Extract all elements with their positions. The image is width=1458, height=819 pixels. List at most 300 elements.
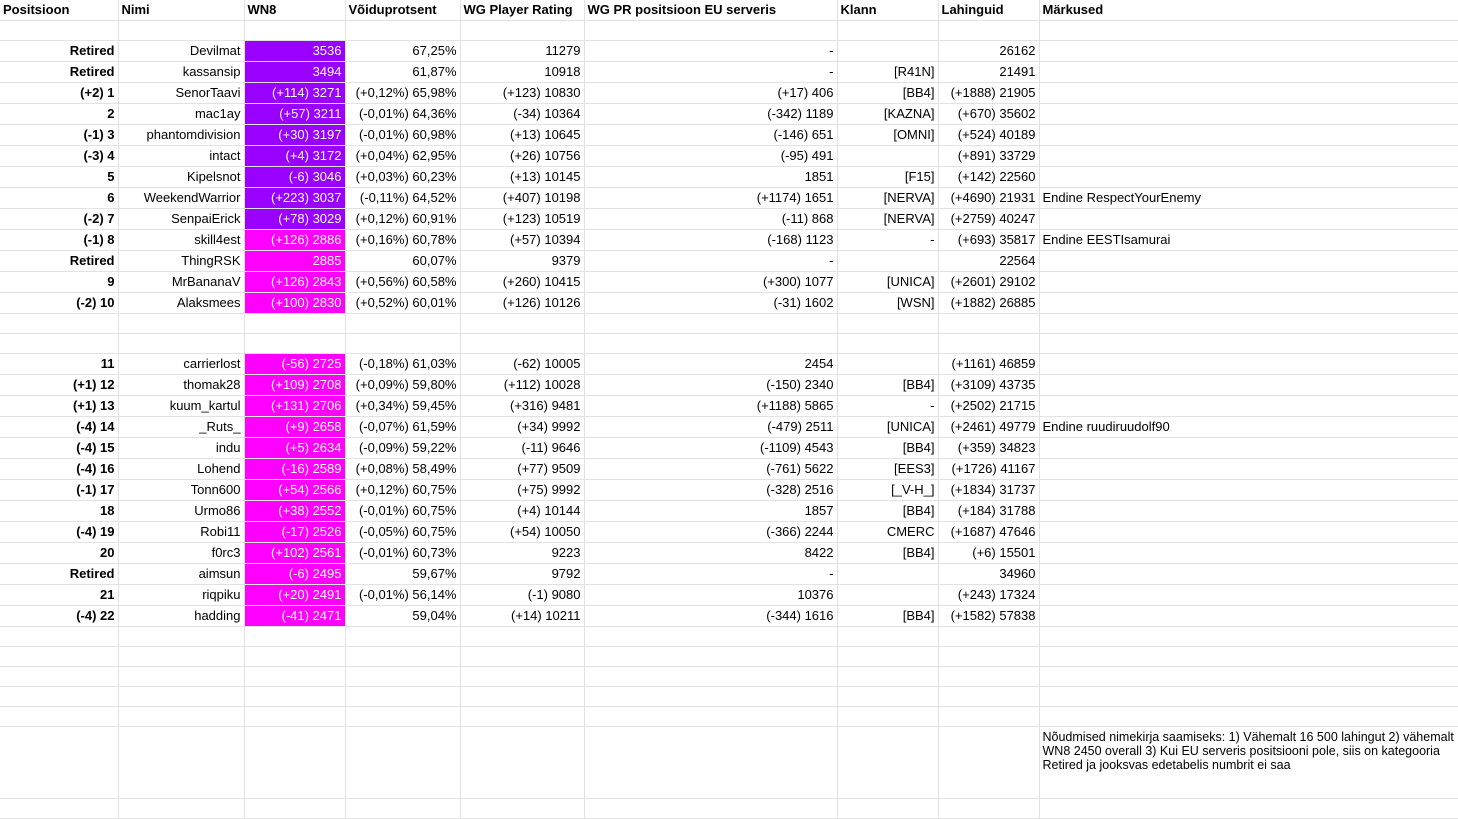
winrate-cell[interactable]: (+0,09%) 59,80% [345, 375, 460, 396]
wn8-cell[interactable]: (-41) 2471 [244, 606, 345, 627]
empty-cell[interactable] [1039, 627, 1458, 647]
winrate-cell[interactable]: (-0,05%) 60,75% [345, 522, 460, 543]
player-rating-cell[interactable]: 11279 [460, 41, 584, 62]
eu-position-cell[interactable]: (-328) 2516 [584, 480, 837, 501]
empty-cell[interactable] [837, 799, 938, 819]
empty-cell[interactable] [584, 627, 837, 647]
clan-cell[interactable] [837, 564, 938, 585]
empty-cell[interactable] [837, 314, 938, 334]
eu-position-cell[interactable]: 2454 [584, 354, 837, 375]
position-cell[interactable]: (-4) 19 [0, 522, 118, 543]
battles-cell[interactable]: (+4690) 21931 [938, 188, 1039, 209]
empty-cell[interactable] [837, 21, 938, 41]
empty-cell[interactable] [584, 667, 837, 687]
eu-position-cell[interactable]: (-11) 868 [584, 209, 837, 230]
eu-position-cell[interactable]: (-168) 1123 [584, 230, 837, 251]
empty-cell[interactable] [1039, 647, 1458, 667]
empty-cell[interactable] [0, 627, 118, 647]
battles-cell[interactable]: (+6) 15501 [938, 543, 1039, 564]
clan-cell[interactable]: [_V-H_] [837, 480, 938, 501]
position-cell[interactable]: (-3) 4 [0, 146, 118, 167]
battles-cell[interactable]: (+670) 35602 [938, 104, 1039, 125]
empty-cell[interactable] [837, 727, 938, 799]
eu-position-cell[interactable]: 10376 [584, 585, 837, 606]
wn8-cell[interactable]: 3494 [244, 62, 345, 83]
note-cell[interactable] [1039, 564, 1458, 585]
header-cell[interactable]: WG Player Rating [460, 0, 584, 21]
empty-cell[interactable] [938, 314, 1039, 334]
position-cell[interactable]: (+2) 1 [0, 83, 118, 104]
winrate-cell[interactable]: (+0,16%) 60,78% [345, 230, 460, 251]
winrate-cell[interactable]: (+0,34%) 59,45% [345, 396, 460, 417]
empty-cell[interactable] [460, 647, 584, 667]
note-cell[interactable]: Endine EESTIsamurai [1039, 230, 1458, 251]
empty-cell[interactable] [938, 707, 1039, 727]
player-rating-cell[interactable]: (-34) 10364 [460, 104, 584, 125]
empty-cell[interactable] [244, 727, 345, 799]
wn8-cell[interactable]: (-56) 2725 [244, 354, 345, 375]
wn8-cell[interactable]: (-6) 2495 [244, 564, 345, 585]
empty-cell[interactable] [244, 647, 345, 667]
clan-cell[interactable]: [BB4] [837, 375, 938, 396]
note-cell[interactable] [1039, 480, 1458, 501]
player-rating-cell[interactable]: (+112) 10028 [460, 375, 584, 396]
position-cell[interactable]: (-1) 8 [0, 230, 118, 251]
header-cell[interactable]: WG PR positsioon EU serveris [584, 0, 837, 21]
clan-cell[interactable]: [UNICA] [837, 272, 938, 293]
empty-cell[interactable] [460, 667, 584, 687]
empty-cell[interactable] [460, 334, 584, 354]
empty-cell[interactable] [938, 727, 1039, 799]
name-cell[interactable]: WeekendWarrior [118, 188, 244, 209]
header-cell[interactable]: Märkused [1039, 0, 1458, 21]
empty-cell[interactable] [0, 687, 118, 707]
empty-cell[interactable] [1039, 687, 1458, 707]
position-cell[interactable]: Retired [0, 564, 118, 585]
header-cell[interactable]: Lahinguid [938, 0, 1039, 21]
empty-cell[interactable] [1039, 707, 1458, 727]
eu-position-cell[interactable]: - [584, 251, 837, 272]
player-rating-cell[interactable]: (+316) 9481 [460, 396, 584, 417]
battles-cell[interactable]: (+3109) 43735 [938, 375, 1039, 396]
position-cell[interactable]: Retired [0, 62, 118, 83]
winrate-cell[interactable]: (-0,09%) 59,22% [345, 438, 460, 459]
player-rating-cell[interactable]: (+13) 10145 [460, 167, 584, 188]
name-cell[interactable]: intact [118, 146, 244, 167]
battles-cell[interactable]: (+1888) 21905 [938, 83, 1039, 104]
position-cell[interactable]: 5 [0, 167, 118, 188]
note-cell[interactable] [1039, 375, 1458, 396]
clan-cell[interactable]: CMERC [837, 522, 938, 543]
empty-cell[interactable] [0, 314, 118, 334]
position-cell[interactable]: Retired [0, 41, 118, 62]
clan-cell[interactable]: - [837, 396, 938, 417]
empty-cell[interactable] [460, 687, 584, 707]
battles-cell[interactable]: 22564 [938, 251, 1039, 272]
empty-cell[interactable] [1039, 334, 1458, 354]
wn8-cell[interactable]: (+57) 3211 [244, 104, 345, 125]
clan-cell[interactable] [837, 41, 938, 62]
eu-position-cell[interactable]: 8422 [584, 543, 837, 564]
wn8-cell[interactable]: (+100) 2830 [244, 293, 345, 314]
position-cell[interactable]: (-4) 14 [0, 417, 118, 438]
name-cell[interactable]: ThingRSK [118, 251, 244, 272]
player-rating-cell[interactable]: (+26) 10756 [460, 146, 584, 167]
eu-position-cell[interactable]: (-761) 5622 [584, 459, 837, 480]
header-cell[interactable]: Klann [837, 0, 938, 21]
name-cell[interactable]: _Ruts_ [118, 417, 244, 438]
winrate-cell[interactable]: (-0,01%) 60,73% [345, 543, 460, 564]
eu-position-cell[interactable]: (-342) 1189 [584, 104, 837, 125]
note-cell[interactable] [1039, 41, 1458, 62]
name-cell[interactable]: skill4est [118, 230, 244, 251]
wn8-cell[interactable]: (-17) 2526 [244, 522, 345, 543]
clan-cell[interactable]: [OMNI] [837, 125, 938, 146]
empty-cell[interactable] [837, 627, 938, 647]
clan-cell[interactable]: [BB4] [837, 501, 938, 522]
empty-cell[interactable] [345, 21, 460, 41]
empty-cell[interactable] [938, 334, 1039, 354]
empty-cell[interactable] [244, 799, 345, 819]
clan-cell[interactable] [837, 251, 938, 272]
eu-position-cell[interactable]: 1851 [584, 167, 837, 188]
note-cell[interactable] [1039, 354, 1458, 375]
position-cell[interactable]: (-4) 15 [0, 438, 118, 459]
player-rating-cell[interactable]: (+123) 10519 [460, 209, 584, 230]
note-cell[interactable] [1039, 146, 1458, 167]
winrate-cell[interactable]: (+0,12%) 65,98% [345, 83, 460, 104]
empty-cell[interactable] [0, 667, 118, 687]
empty-cell[interactable] [118, 707, 244, 727]
battles-cell[interactable]: (+2502) 21715 [938, 396, 1039, 417]
battles-cell[interactable]: 34960 [938, 564, 1039, 585]
wn8-cell[interactable]: (-16) 2589 [244, 459, 345, 480]
position-cell[interactable]: (-1) 3 [0, 125, 118, 146]
empty-cell[interactable] [244, 627, 345, 647]
wn8-cell[interactable]: (+126) 2843 [244, 272, 345, 293]
wn8-cell[interactable]: (+131) 2706 [244, 396, 345, 417]
note-cell[interactable] [1039, 62, 1458, 83]
name-cell[interactable]: carrierlost [118, 354, 244, 375]
player-rating-cell[interactable]: (+54) 10050 [460, 522, 584, 543]
empty-cell[interactable] [244, 667, 345, 687]
empty-cell[interactable] [1039, 799, 1458, 819]
empty-cell[interactable] [345, 647, 460, 667]
winrate-cell[interactable]: (+0,12%) 60,91% [345, 209, 460, 230]
empty-cell[interactable] [938, 21, 1039, 41]
winrate-cell[interactable]: (+0,52%) 60,01% [345, 293, 460, 314]
empty-cell[interactable] [460, 707, 584, 727]
winrate-cell[interactable]: (-0,11%) 64,52% [345, 188, 460, 209]
wn8-cell[interactable]: (+78) 3029 [244, 209, 345, 230]
winrate-cell[interactable]: (-0,01%) 64,36% [345, 104, 460, 125]
clan-cell[interactable]: [NERVA] [837, 188, 938, 209]
note-cell[interactable] [1039, 104, 1458, 125]
battles-cell[interactable]: (+2461) 49779 [938, 417, 1039, 438]
battles-cell[interactable]: (+2601) 29102 [938, 272, 1039, 293]
clan-cell[interactable]: - [837, 230, 938, 251]
empty-cell[interactable] [584, 334, 837, 354]
winrate-cell[interactable]: 61,87% [345, 62, 460, 83]
eu-position-cell[interactable]: (-344) 1616 [584, 606, 837, 627]
winrate-cell[interactable]: (-0,01%) 60,75% [345, 501, 460, 522]
position-cell[interactable]: (-1) 17 [0, 480, 118, 501]
empty-cell[interactable] [938, 647, 1039, 667]
empty-cell[interactable] [345, 667, 460, 687]
player-rating-cell[interactable]: (+260) 10415 [460, 272, 584, 293]
winrate-cell[interactable]: 67,25% [345, 41, 460, 62]
clan-cell[interactable]: [EES3] [837, 459, 938, 480]
eu-position-cell[interactable]: (+300) 1077 [584, 272, 837, 293]
name-cell[interactable]: Alaksmees [118, 293, 244, 314]
player-rating-cell[interactable]: (+34) 9992 [460, 417, 584, 438]
empty-cell[interactable] [244, 687, 345, 707]
eu-position-cell[interactable]: - [584, 564, 837, 585]
eu-position-cell[interactable]: (+17) 406 [584, 83, 837, 104]
battles-cell[interactable]: (+693) 35817 [938, 230, 1039, 251]
note-cell[interactable]: Endine RespectYourEnemy [1039, 188, 1458, 209]
eu-position-cell[interactable]: (-150) 2340 [584, 375, 837, 396]
battles-cell[interactable]: (+359) 34823 [938, 438, 1039, 459]
eu-position-cell[interactable]: 1857 [584, 501, 837, 522]
battles-cell[interactable]: (+1161) 46859 [938, 354, 1039, 375]
winrate-cell[interactable]: (+0,04%) 62,95% [345, 146, 460, 167]
empty-cell[interactable] [345, 799, 460, 819]
player-rating-cell[interactable]: (+407) 10198 [460, 188, 584, 209]
empty-cell[interactable] [584, 707, 837, 727]
position-cell[interactable]: (-4) 22 [0, 606, 118, 627]
note-cell[interactable] [1039, 459, 1458, 480]
player-rating-cell[interactable]: (-11) 9646 [460, 438, 584, 459]
wn8-cell[interactable]: (+109) 2708 [244, 375, 345, 396]
position-cell[interactable]: (-4) 16 [0, 459, 118, 480]
player-rating-cell[interactable]: (-62) 10005 [460, 354, 584, 375]
note-cell[interactable] [1039, 167, 1458, 188]
wn8-cell[interactable]: (+4) 3172 [244, 146, 345, 167]
name-cell[interactable]: SenorTaavi [118, 83, 244, 104]
empty-cell[interactable] [584, 21, 837, 41]
empty-cell[interactable] [1039, 21, 1458, 41]
position-cell[interactable]: 20 [0, 543, 118, 564]
position-cell[interactable]: (-2) 10 [0, 293, 118, 314]
wn8-cell[interactable]: (+9) 2658 [244, 417, 345, 438]
note-cell[interactable] [1039, 272, 1458, 293]
wn8-cell[interactable]: (+114) 3271 [244, 83, 345, 104]
note-cell[interactable] [1039, 522, 1458, 543]
battles-cell[interactable]: (+1726) 41167 [938, 459, 1039, 480]
name-cell[interactable]: aimsun [118, 564, 244, 585]
position-cell[interactable]: (+1) 13 [0, 396, 118, 417]
name-cell[interactable]: Tonn600 [118, 480, 244, 501]
name-cell[interactable]: Robi11 [118, 522, 244, 543]
player-rating-cell[interactable]: 9223 [460, 543, 584, 564]
position-cell[interactable]: 18 [0, 501, 118, 522]
wn8-cell[interactable]: (+223) 3037 [244, 188, 345, 209]
empty-cell[interactable] [345, 314, 460, 334]
empty-cell[interactable] [584, 647, 837, 667]
empty-cell[interactable] [118, 21, 244, 41]
name-cell[interactable]: kassansip [118, 62, 244, 83]
battles-cell[interactable]: (+1687) 47646 [938, 522, 1039, 543]
player-rating-cell[interactable]: (-1) 9080 [460, 585, 584, 606]
position-cell[interactable]: (-2) 7 [0, 209, 118, 230]
empty-cell[interactable] [584, 687, 837, 707]
empty-cell[interactable] [118, 334, 244, 354]
empty-cell[interactable] [0, 334, 118, 354]
wn8-cell[interactable]: (+102) 2561 [244, 543, 345, 564]
battles-cell[interactable]: 21491 [938, 62, 1039, 83]
empty-cell[interactable] [118, 667, 244, 687]
wn8-cell[interactable]: 3536 [244, 41, 345, 62]
empty-cell[interactable] [244, 314, 345, 334]
note-cell[interactable] [1039, 251, 1458, 272]
empty-cell[interactable] [244, 707, 345, 727]
name-cell[interactable]: Kipelsnot [118, 167, 244, 188]
name-cell[interactable]: indu [118, 438, 244, 459]
empty-cell[interactable] [0, 647, 118, 667]
empty-cell[interactable] [345, 727, 460, 799]
player-rating-cell[interactable]: (+13) 10645 [460, 125, 584, 146]
winrate-cell[interactable]: (+0,03%) 60,23% [345, 167, 460, 188]
winrate-cell[interactable]: (-0,07%) 61,59% [345, 417, 460, 438]
name-cell[interactable]: SenpaiErick [118, 209, 244, 230]
name-cell[interactable]: phantomdivision [118, 125, 244, 146]
clan-cell[interactable]: [KAZNA] [837, 104, 938, 125]
player-rating-cell[interactable]: (+77) 9509 [460, 459, 584, 480]
winrate-cell[interactable]: (-0,18%) 61,03% [345, 354, 460, 375]
clan-cell[interactable] [837, 354, 938, 375]
battles-cell[interactable]: (+1882) 26885 [938, 293, 1039, 314]
wn8-cell[interactable]: 2885 [244, 251, 345, 272]
battles-cell[interactable]: 26162 [938, 41, 1039, 62]
empty-cell[interactable] [118, 647, 244, 667]
empty-cell[interactable] [0, 707, 118, 727]
empty-cell[interactable] [837, 687, 938, 707]
name-cell[interactable]: kuum_kartul [118, 396, 244, 417]
wn8-cell[interactable]: (-6) 3046 [244, 167, 345, 188]
wn8-cell[interactable]: (+38) 2552 [244, 501, 345, 522]
winrate-cell[interactable]: (+0,56%) 60,58% [345, 272, 460, 293]
wn8-cell[interactable]: (+5) 2634 [244, 438, 345, 459]
position-cell[interactable]: 6 [0, 188, 118, 209]
name-cell[interactable]: Lohend [118, 459, 244, 480]
header-cell[interactable]: Positsioon [0, 0, 118, 21]
winrate-cell[interactable]: (+0,12%) 60,75% [345, 480, 460, 501]
name-cell[interactable]: hadding [118, 606, 244, 627]
player-rating-cell[interactable]: (+75) 9992 [460, 480, 584, 501]
clan-cell[interactable]: [BB4] [837, 606, 938, 627]
eu-position-cell[interactable]: (-479) 2511 [584, 417, 837, 438]
battles-cell[interactable]: (+2759) 40247 [938, 209, 1039, 230]
player-rating-cell[interactable]: 10918 [460, 62, 584, 83]
position-cell[interactable]: 11 [0, 354, 118, 375]
empty-cell[interactable] [837, 647, 938, 667]
note-cell[interactable] [1039, 396, 1458, 417]
player-rating-cell[interactable]: (+126) 10126 [460, 293, 584, 314]
note-cell[interactable] [1039, 438, 1458, 459]
clan-cell[interactable]: [R41N] [837, 62, 938, 83]
empty-cell[interactable] [118, 627, 244, 647]
empty-cell[interactable] [837, 334, 938, 354]
note-cell[interactable] [1039, 83, 1458, 104]
clan-cell[interactable]: [NERVA] [837, 209, 938, 230]
empty-cell[interactable] [938, 627, 1039, 647]
note-cell[interactable] [1039, 543, 1458, 564]
empty-cell[interactable] [837, 707, 938, 727]
position-cell[interactable]: 9 [0, 272, 118, 293]
battles-cell[interactable]: (+891) 33729 [938, 146, 1039, 167]
wn8-cell[interactable]: (+126) 2886 [244, 230, 345, 251]
battles-cell[interactable]: (+1834) 31737 [938, 480, 1039, 501]
note-cell[interactable]: Endine ruudiruudolf90 [1039, 417, 1458, 438]
note-cell[interactable] [1039, 501, 1458, 522]
empty-cell[interactable] [584, 314, 837, 334]
header-cell[interactable]: Võiduprotsent [345, 0, 460, 21]
eu-position-cell[interactable]: (+1174) 1651 [584, 188, 837, 209]
eu-position-cell[interactable]: (-146) 651 [584, 125, 837, 146]
name-cell[interactable]: thomak28 [118, 375, 244, 396]
empty-cell[interactable] [118, 799, 244, 819]
clan-cell[interactable]: [UNICA] [837, 417, 938, 438]
note-cell[interactable] [1039, 585, 1458, 606]
empty-cell[interactable] [584, 727, 837, 799]
eu-position-cell[interactable]: (-95) 491 [584, 146, 837, 167]
player-rating-cell[interactable]: (+123) 10830 [460, 83, 584, 104]
empty-cell[interactable] [0, 799, 118, 819]
position-cell[interactable]: 2 [0, 104, 118, 125]
battles-cell[interactable]: (+243) 17324 [938, 585, 1039, 606]
eu-position-cell[interactable]: (-366) 2244 [584, 522, 837, 543]
header-cell[interactable]: WN8 [244, 0, 345, 21]
name-cell[interactable]: Urmo86 [118, 501, 244, 522]
empty-cell[interactable] [460, 727, 584, 799]
eu-position-cell[interactable]: - [584, 41, 837, 62]
clan-cell[interactable] [837, 146, 938, 167]
position-cell[interactable]: (+1) 12 [0, 375, 118, 396]
clan-cell[interactable]: [F15] [837, 167, 938, 188]
winrate-cell[interactable]: 60,07% [345, 251, 460, 272]
winrate-cell[interactable]: (+0,08%) 58,49% [345, 459, 460, 480]
note-cell[interactable] [1039, 293, 1458, 314]
empty-cell[interactable] [244, 21, 345, 41]
position-cell[interactable]: 21 [0, 585, 118, 606]
player-rating-cell[interactable]: (+4) 10144 [460, 501, 584, 522]
clan-cell[interactable] [837, 585, 938, 606]
player-rating-cell[interactable]: (+57) 10394 [460, 230, 584, 251]
name-cell[interactable]: MrBananaV [118, 272, 244, 293]
empty-cell[interactable] [1039, 314, 1458, 334]
note-cell[interactable] [1039, 606, 1458, 627]
note-cell[interactable] [1039, 209, 1458, 230]
wn8-cell[interactable]: (+54) 2566 [244, 480, 345, 501]
winrate-cell[interactable]: (-0,01%) 60,98% [345, 125, 460, 146]
header-cell[interactable]: Nimi [118, 0, 244, 21]
name-cell[interactable]: riqpiku [118, 585, 244, 606]
wn8-cell[interactable]: (+30) 3197 [244, 125, 345, 146]
empty-cell[interactable] [345, 627, 460, 647]
empty-cell[interactable] [118, 727, 244, 799]
battles-cell[interactable]: (+524) 40189 [938, 125, 1039, 146]
player-rating-cell[interactable]: 9792 [460, 564, 584, 585]
name-cell[interactable]: Devilmat [118, 41, 244, 62]
eu-position-cell[interactable]: - [584, 62, 837, 83]
player-rating-cell[interactable]: 9379 [460, 251, 584, 272]
eu-position-cell[interactable]: (-1109) 4543 [584, 438, 837, 459]
note-cell[interactable] [1039, 125, 1458, 146]
name-cell[interactable]: mac1ay [118, 104, 244, 125]
clan-cell[interactable]: [BB4] [837, 543, 938, 564]
empty-cell[interactable] [460, 627, 584, 647]
